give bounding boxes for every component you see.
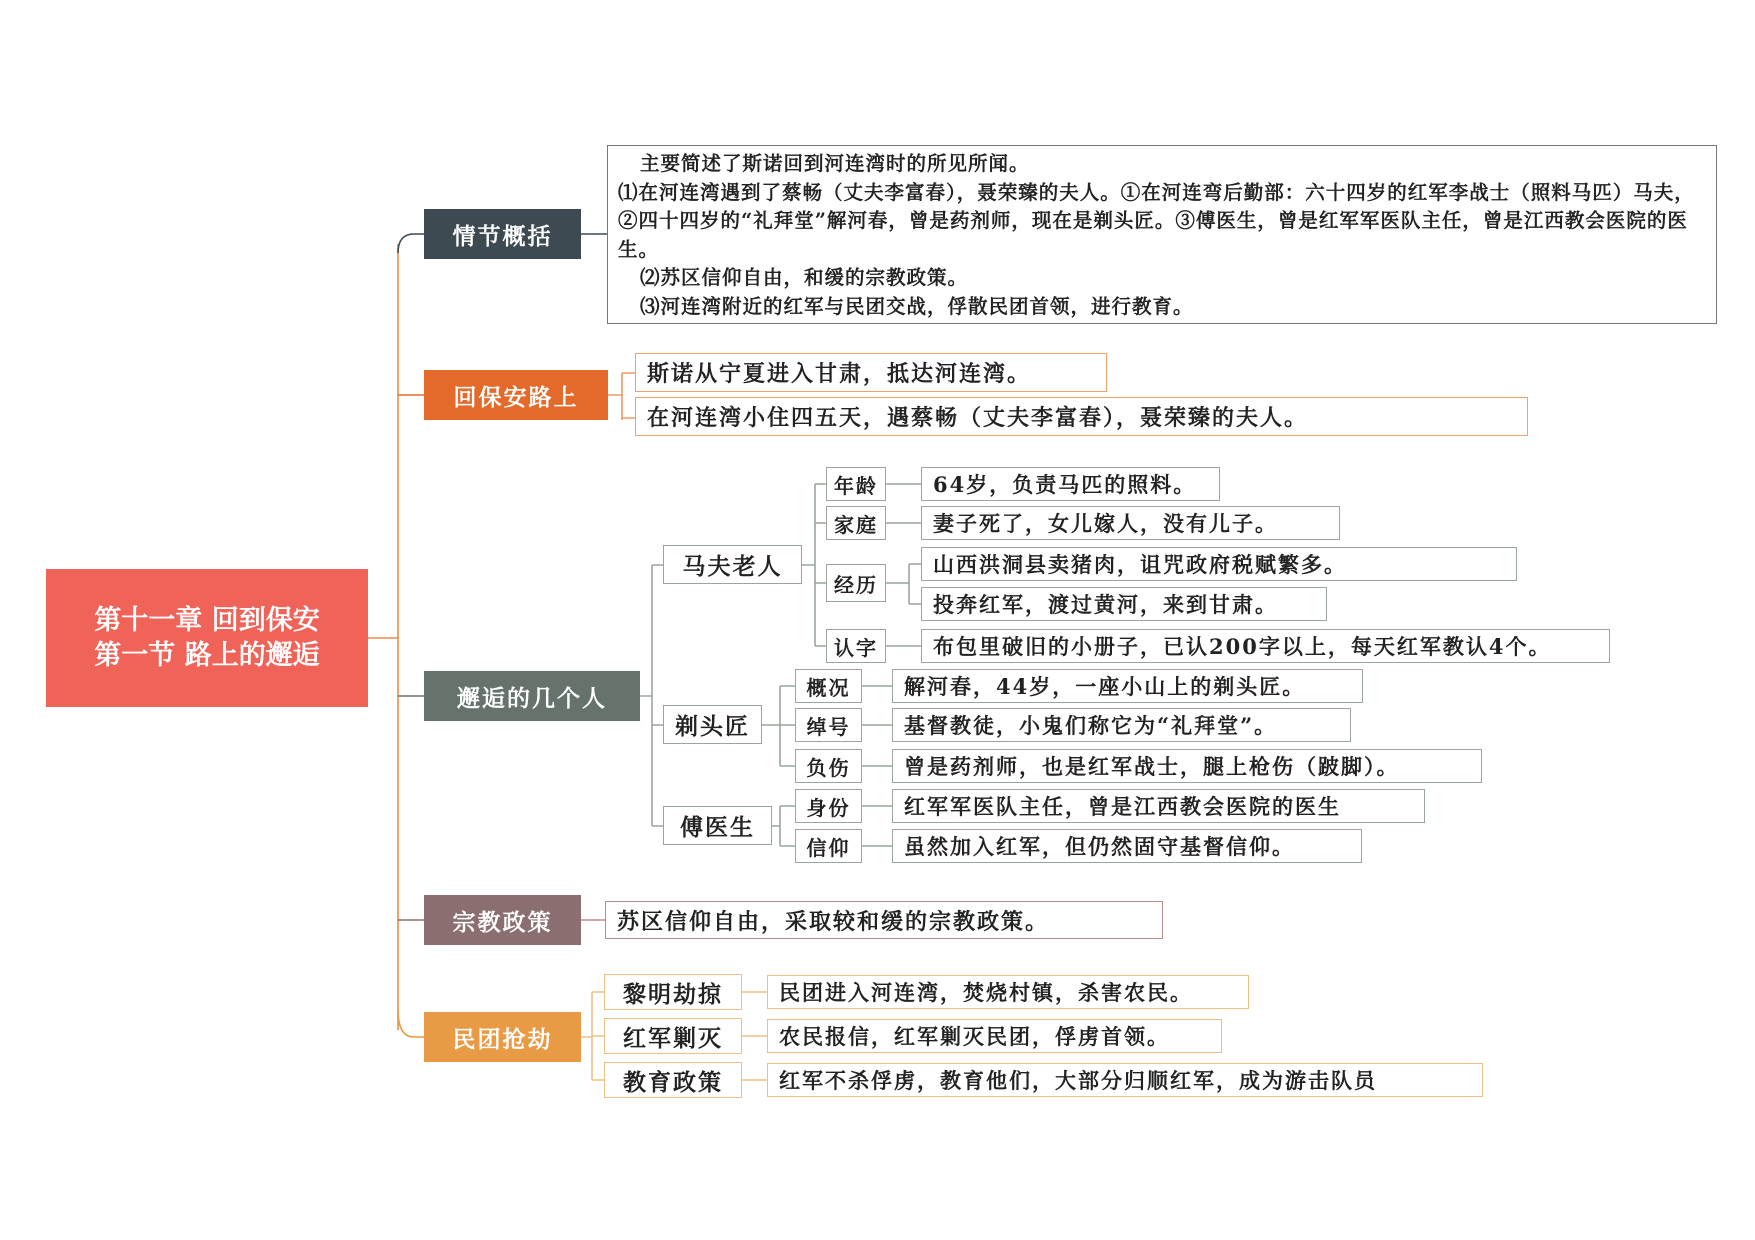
barber-injury-label[interactable]: 负伤 bbox=[795, 749, 862, 783]
person-barber[interactable]: 剃头匠 bbox=[663, 705, 762, 744]
bandits-item-text[interactable]: 民团进入河连湾，焚烧村镇，杀害农民。 bbox=[767, 975, 1249, 1009]
barber-nickname-label[interactable]: 绰号 bbox=[795, 708, 862, 742]
groom-experience-label[interactable]: 经历 bbox=[826, 564, 886, 602]
barber-injury-text[interactable]: 曾是药剂师，也是红军战士，腿上枪伤（跛脚）。 bbox=[892, 749, 1482, 783]
summary-line: ⑴在河连湾遇到了蔡畅（丈夫李富春），聂荣臻的夫人。①在河连弯后勤部：六十四岁的红军李战士（照料马匹）马夫，②四十四岁的“礼拜堂”解河春，曾是药剂师，现在是剃头匠。③傅医生，曾是红军军医队主任，曾是江西教会医院的医生。 bbox=[618, 180, 1695, 261]
category-bandits[interactable]: 民团抢劫 bbox=[424, 1012, 581, 1062]
category-plot-summary[interactable]: 情节概括 bbox=[424, 209, 581, 259]
road-item[interactable]: 斯诺从宁夏进入甘肃，抵达河连湾。 bbox=[635, 353, 1107, 392]
doctor-identity-label[interactable]: 身份 bbox=[795, 789, 862, 823]
doctor-faith-text[interactable]: 虽然加入红军，但仍然固守基督信仰。 bbox=[892, 829, 1362, 863]
central-title-line1: 第十一章 回到保安 bbox=[94, 605, 320, 636]
bandits-item-text[interactable]: 红军不杀俘虏，教育他们，大部分归顺红军，成为游击队员 bbox=[767, 1063, 1483, 1097]
bandits-item-label[interactable]: 教育政策 bbox=[604, 1062, 742, 1098]
summary-line: ⑵苏区信仰自由，和缓的宗教政策。 bbox=[640, 266, 969, 289]
summary-line: ⑶河连湾附近的红军与民团交战，俘散民团首领，进行教育。 bbox=[640, 294, 1194, 318]
category-religion[interactable]: 宗教政策 bbox=[424, 895, 581, 945]
summary-line: 主要简述了斯诺回到河连湾时的所见所闻。 bbox=[640, 152, 1030, 175]
barber-overview-label[interactable]: 概况 bbox=[795, 669, 862, 703]
groom-literacy-text[interactable]: 布包里破旧的小册子，已认200字以上，每天红军教认4个。 bbox=[921, 629, 1610, 663]
central-topic[interactable] bbox=[46, 569, 368, 707]
person-groom[interactable]: 马夫老人 bbox=[663, 545, 802, 584]
groom-experience-text[interactable]: 投奔红军，渡过黄河，来到甘肃。 bbox=[921, 587, 1327, 621]
category-road[interactable]: 回保安路上 bbox=[424, 370, 608, 420]
groom-literacy-label[interactable]: 认字 bbox=[826, 629, 886, 663]
groom-age-text[interactable]: 64岁，负责马匹的照料。 bbox=[921, 467, 1220, 501]
barber-overview-text[interactable]: 解河春，44岁，一座小山上的剃头匠。 bbox=[892, 669, 1363, 703]
doctor-identity-text[interactable]: 红军军医队主任，曾是江西教会医院的医生 bbox=[892, 789, 1425, 823]
bandits-item-text[interactable]: 农民报信，红军剿灭民团，俘虏首领。 bbox=[767, 1019, 1222, 1053]
groom-family-text[interactable]: 妻子死了，女儿嫁人，没有儿子。 bbox=[921, 506, 1340, 540]
bandits-item-label[interactable]: 黎明劫掠 bbox=[604, 974, 742, 1010]
doctor-faith-label[interactable]: 信仰 bbox=[795, 829, 862, 863]
groom-experience-text[interactable]: 山西洪洞县卖猪肉，诅咒政府税赋繁多。 bbox=[921, 547, 1517, 581]
barber-nickname-text[interactable]: 基督教徒，小鬼们称它为“礼拜堂”。 bbox=[892, 708, 1351, 742]
plot-summary-box bbox=[607, 145, 1717, 324]
category-people[interactable]: 邂逅的几个人 bbox=[424, 671, 640, 721]
religion-text[interactable]: 苏区信仰自由，采取较和缓的宗教政策。 bbox=[605, 901, 1163, 939]
person-doctor[interactable]: 傅医生 bbox=[663, 806, 772, 845]
groom-age-label[interactable]: 年龄 bbox=[826, 467, 886, 501]
bandits-item-label[interactable]: 红军剿灭 bbox=[604, 1018, 742, 1054]
central-title-line2: 第一节 路上的邂逅 bbox=[94, 640, 320, 671]
groom-family-label[interactable]: 家庭 bbox=[826, 506, 886, 540]
road-item[interactable]: 在河连湾小住四五天，遇蔡畅（丈夫李富春），聂荣臻的夫人。 bbox=[635, 397, 1528, 436]
